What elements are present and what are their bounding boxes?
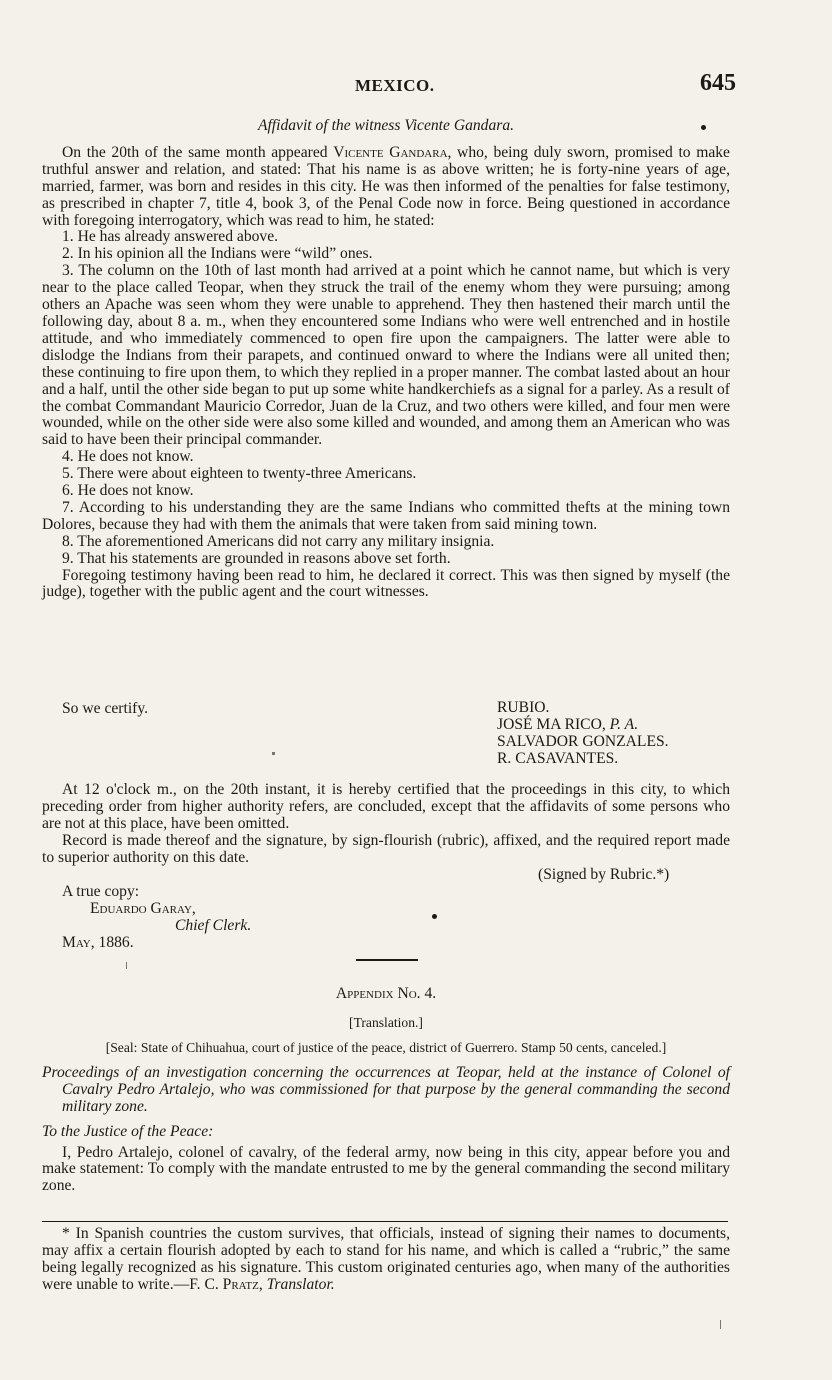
affidavit-section bbox=[42, 118, 730, 601]
header-title: MEXICO. bbox=[355, 76, 435, 95]
footnote bbox=[42, 1226, 730, 1294]
answer-8: 8. The aforementioned Americans did not carry any military insignia. bbox=[62, 532, 495, 550]
answer-6: 6. He does not know. bbox=[62, 482, 194, 500]
appendix-title: Appendix No. 4. bbox=[335, 985, 437, 1002]
answer-1: 1. He has already answered above. bbox=[62, 228, 279, 246]
true-copy-block bbox=[42, 884, 251, 952]
signature-block bbox=[497, 700, 669, 768]
signature-casavantes: R. CASAVANTES. bbox=[497, 749, 619, 767]
ink-speck bbox=[720, 1320, 721, 1329]
running-header bbox=[0, 70, 832, 100]
ink-speck bbox=[272, 752, 275, 755]
signature-gonzales: SALVADOR GONZALES. bbox=[497, 732, 669, 750]
true-copy-label: A true copy: bbox=[62, 883, 140, 900]
translation-note: [Translation.] bbox=[349, 1014, 423, 1030]
intro-post: , who, being duly sworn, promised to make truthful answer and relation, and stated: That his name is as above written; he is forty-nine years of age, married, farmer, was born and resides in this city. He was then informed of the penalties for false testimony, as prescribed in chapter 7, title 4, book 3, of the Penal Code now in force. Being questioned in accordance with foregoing interrogatory, which was read to him, he stated: bbox=[42, 143, 730, 229]
answer-3: 3. The column on the 10th of last month had arrived at a point which he cannot name, but which is very near to the place called Teopar, when they struck the trail of the enemy whom they were pursuing; among others an Apache was seen whom they were unable to apprehend. They then hastened their march until the following day, about 8 a. m., when they encountered some Indians who were well entrenched and in hostile attitude, and who immediately commenced to open fire upon the campaigners. The latter were able to dislodge the Indians from their parapets, and continued onward to where the Indians were all united then; these continuing to fire upon them, to which they replied in a proper manner. The combat lasted about an hour and a half, until the other side began to put up some white handkerchiefs as a signal for a parley. As a result of the combat Commandant Mauricio Corredor, Juan de la Cruz, and two others were killed, and four men were wounded, while on the other side were also some killed and wounded, and among them an American who was said to have been their principal commander. bbox=[42, 262, 730, 449]
signed-by-rubric: (Signed by Rubric.*) bbox=[538, 866, 670, 883]
answer-5: 5. There were about eighteen to twenty-three Americans. bbox=[62, 465, 417, 483]
proceedings-title: Proceedings of an investigation concerning the occurrences at Teopar, held at the instance of Colonel of Cavalry Pedro Artalejo, who was commissioned for that purpose by the general commanding the second military zone. bbox=[42, 1063, 730, 1115]
closing-paragraph: Foregoing testimony having been read to him, he declared it correct. This was then signed by myself (the judge), together with the public agent and the court witnesses. bbox=[42, 566, 730, 601]
signature-rico: JOSÉ MA RICO, P. A. bbox=[497, 715, 639, 733]
answer-9: 9. That his statements are grounded in reasons above set forth. bbox=[62, 549, 451, 567]
record-paragraph: Record is made thereof and the signature, by sign-flourish (rubric), affixed, and the required report made to superior authority on this date. bbox=[42, 831, 730, 866]
section-rule bbox=[356, 959, 418, 961]
salutation: To the Justice of the Peace: bbox=[42, 1122, 214, 1140]
intro-paragraph bbox=[42, 145, 730, 230]
intro-pre: On the 20th of the same month appeared bbox=[62, 143, 334, 161]
ink-speck bbox=[701, 125, 706, 130]
answer-4: 4. He does not know. bbox=[62, 448, 194, 466]
footnote-rule bbox=[42, 1221, 728, 1222]
answer-7: 7. According to his understanding they are the same Indians who committed thefts at the mining town Dolores, because they had with them the animals that were taken from said mining town. bbox=[42, 498, 730, 533]
ink-speck bbox=[432, 914, 437, 919]
clerk-role: Chief Clerk. bbox=[175, 916, 252, 934]
certify-line: So we certify. bbox=[62, 700, 149, 717]
statement-paragraph: I, Pedro Artalejo, colonel of cavalry, of the federal army, now being in this city, appear before you and make statement: To comply with the mandate entrusted to me by the general commanding the second military zone. bbox=[42, 1143, 730, 1195]
affidavit-heading: Affidavit of the witness Vicente Gandara. bbox=[257, 117, 515, 134]
appendix-section bbox=[42, 986, 730, 1195]
seal-note: [Seal: State of Chihuahua, court of justice of the peace, district of Guerrero. Stamp 50 cents, canceled.] bbox=[105, 1039, 667, 1055]
page-number: 645 bbox=[700, 70, 736, 96]
copy-date: May, 1886. bbox=[62, 933, 134, 951]
certification-paragraph: At 12 o'clock m., on the 20th instant, it is hereby certified that the proceedings in this city, to which preceding order from higher authority refers, are concluded, except that the affidavits of some persons who are not at this place, have been omitted. bbox=[42, 781, 730, 832]
witness-name: Vicente Gandara bbox=[333, 143, 448, 161]
footnote-text: * In Spanish countries the custom survives, that officials, instead of signing their names to documents, may affix a certain flourish adopted by each to stand for his name, and which is called a “rubric,” the same being legally recognized as his signature. This custom originated centuries ago, when many of the authorities were unable to write.—F. C. Pratz, Translator. bbox=[42, 1225, 730, 1293]
certification-section bbox=[42, 782, 730, 867]
signature-rubio: RUBIO. bbox=[497, 699, 550, 716]
clerk-name: Eduardo Garay, bbox=[90, 899, 196, 917]
answer-2: 2. In his opinion all the Indians were “wild” ones. bbox=[62, 245, 373, 263]
ink-speck bbox=[126, 962, 127, 969]
